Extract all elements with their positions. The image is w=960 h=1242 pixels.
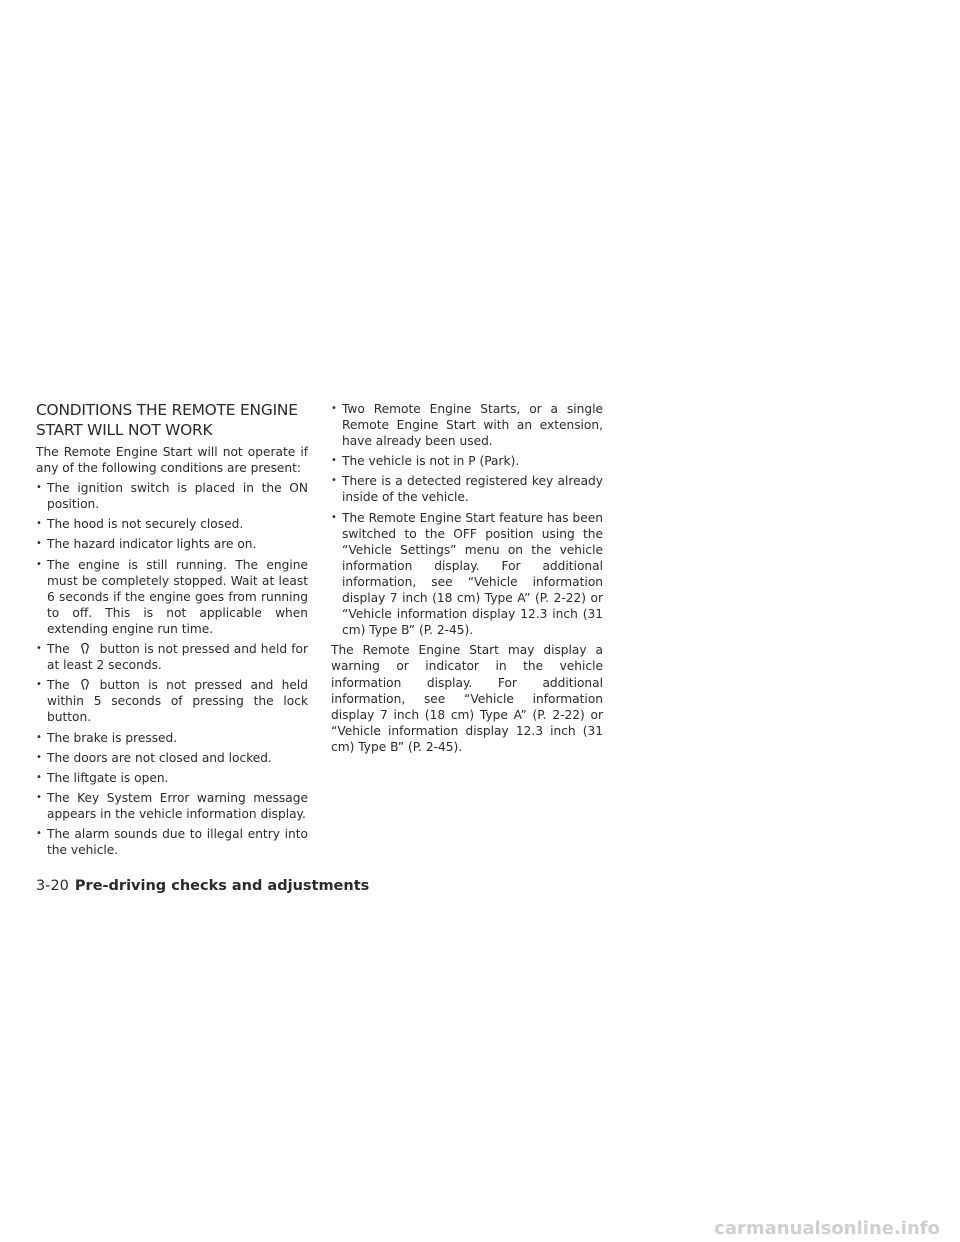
list-item: • The brake is pressed.	[36, 730, 308, 746]
footer-section-title: Pre-driving checks and adjustments	[74, 878, 370, 894]
intro-paragraph: The Remote Engine Start will not operate if any of the following conditions are present:	[36, 445, 308, 476]
list-item: • The liftgate is open.	[36, 770, 308, 786]
list-item: • There is a detected registered key already inside of the vehicle.	[331, 473, 603, 505]
list-item: • Two Remote Engine Starts, or a single Remote Engine Start with an extension, have already been used.	[331, 401, 603, 449]
page-number: 3-20	[36, 878, 69, 894]
remote-engine-start-icon	[70, 678, 100, 690]
list-item: • The alarm sounds due to illegal entry into the vehicle.	[36, 826, 308, 858]
list-item: • The button is not pressed and held for at least 2 seconds.	[36, 641, 308, 673]
conditions-list	[36, 480, 308, 858]
list-item: • The Remote Engine Start feature has been switched to the OFF position using the “Vehicle Settings” menu on the vehicle information display. For additional information, see “Vehicle information display 7 inch (18 cm) Type A” (P. 2-22) or “Vehicle information display 12.3 inch (31 cm) Type B” (P. 2-45).	[331, 510, 603, 639]
page-footer	[36, 877, 369, 895]
list-item: • The engine is still running. The engine must be completely stopped. Wait at least 6 seconds if the engine goes from running to off. This is not applicable when extending engine run time.	[36, 557, 308, 637]
right-column	[331, 401, 603, 759]
remote-engine-start-icon	[70, 642, 100, 654]
watermark: carmanualsonline.info	[714, 1218, 940, 1239]
list-item: • The ignition switch is placed in the ON position.	[36, 480, 308, 512]
list-item: • The doors are not closed and locked.	[36, 750, 308, 766]
list-item: • The hood is not securely closed.	[36, 516, 308, 532]
closing-paragraph: The Remote Engine Start may display a warning or indicator in the vehicle information display. For additional information, see “Vehicle information display 7 inch (18 cm) Type A” (P. 2-22) or “Vehicle information display 12.3 inch (31 cm) Type B” (P. 2-45).	[331, 643, 603, 754]
left-column	[36, 401, 308, 862]
list-item: • The hazard indicator lights are on.	[36, 536, 308, 552]
list-item: • The Key System Error warning message appears in the vehicle information display.	[36, 790, 308, 822]
conditions-list-continued	[331, 401, 603, 638]
list-item: • The vehicle is not in P (Park).	[331, 453, 603, 469]
section-heading: CONDITIONS THE REMOTE ENGINE START WILL NOT WORK	[36, 401, 298, 439]
list-item: • The button is not pressed and held within 5 seconds of pressing the lock button.	[36, 677, 308, 725]
